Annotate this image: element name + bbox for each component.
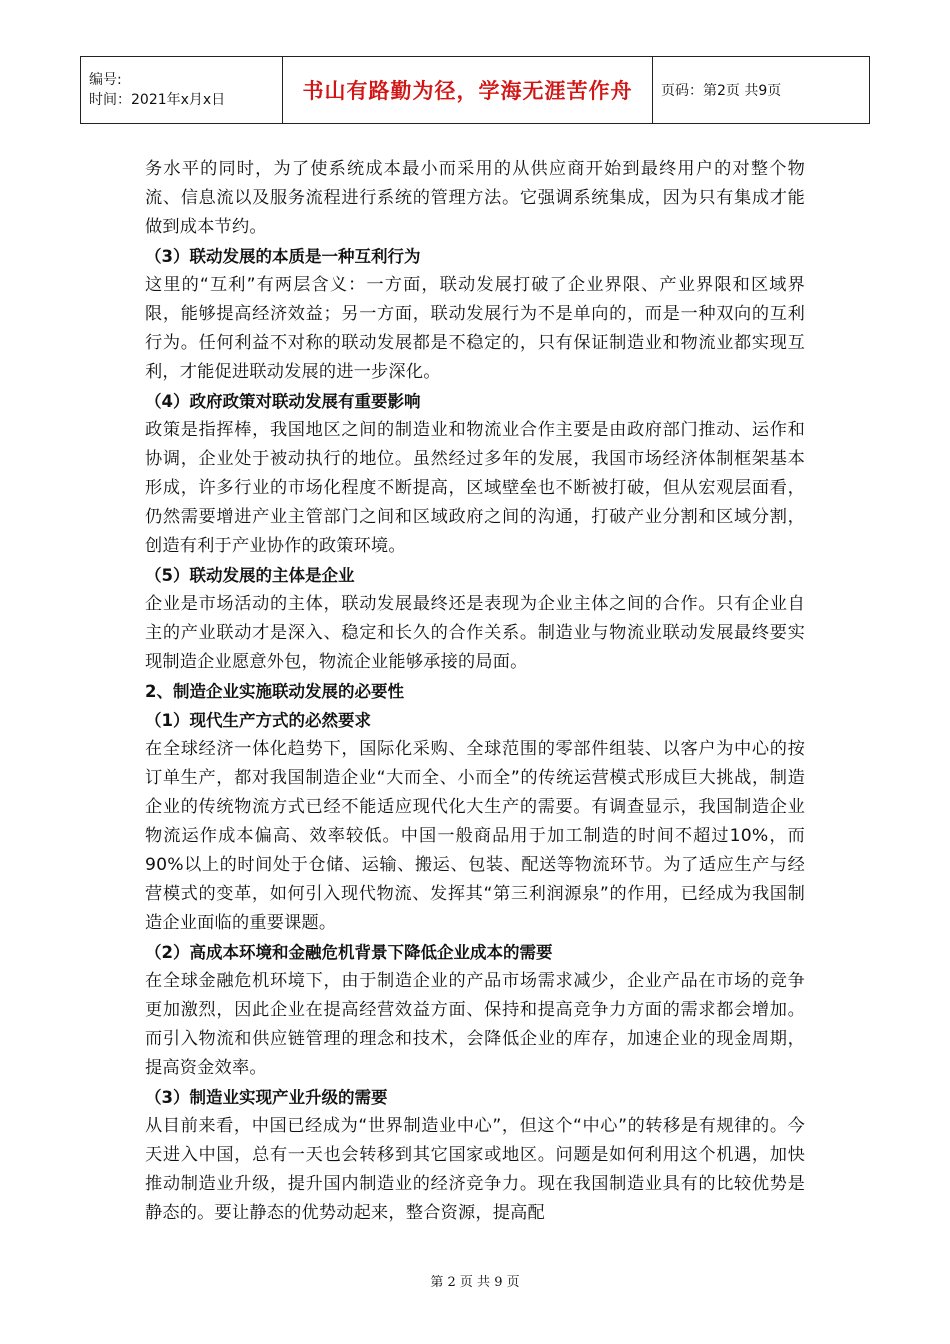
paragraph: 企业是市场活动的主体，联动发展最终还是表现为企业主体之间的合作。只有企业自主的产业联动才是深入、稳定和长久的合作关系。制造业与物流业联动发展最终要实现制造企业愿意外包，物流企业能够承接的局面。 [145,594,805,672]
chapter-heading: 2、制造企业实施联动发展的必要性 [145,682,404,701]
paragraph: 在全球经济一体化趋势下，国际化采购、全球范围的零部件组装、以客户为中心的按订单生产，都对我国制造企业“大而全、小而全”的传统运营模式形成巨大挑战，制造企业的传统物流方式已经不能适应现代化大生产的需要。有调查显示，我国制造企业物流运作成本偏高、效率较低。中国一般商品用于加工制造的时间不超过10%，而90%以上的时间处于仓储、运输、搬运、包装、配送等物流环节。为了适应生产与经营模式的变革，如何引入现代物流、发挥其“第三利润源泉”的作用，已经成为我国制造企业面临的重要课题。 [145,739,805,933]
document-body [145,155,805,1228]
paragraph: 在全球金融危机环境下，由于制造企业的产品市场需求减少，企业产品在市场的竞争更加激烈，因此企业在提高经营效益方面、保持和提高竞争力方面的需求都会增加。而引入物流和供应链管理的理念和技术，会降低企业的库存，加速企业的现金周期，提高资金效率。 [145,971,805,1078]
header-meta-cell [81,57,283,124]
header-table [80,56,870,124]
section-heading: （3）制造业实现产业升级的需要 [145,1088,388,1107]
section-heading: （4）政府政策对联动发展有重要影响 [145,392,421,411]
header-page-info: 页码：第2页 共9页 [653,57,870,124]
section-heading: （1）现代生产方式的必然要求 [145,711,371,730]
paragraph: 这里的“互利”有两层含义：一方面，联动发展打破了企业界限、产业界限和区域界限，能够提高经济效益；另一方面，联动发展行为不是单向的，而是一种双向的互利行为。任何利益不对称的联动发展都是不稳定的，只有保证制造业和物流业都实现互利，才能促进联动发展的进一步深化。 [145,275,805,382]
number-label: 编号: [89,72,122,88]
header-motto: 书山有路勤为径，学海无涯苦作舟 [283,57,653,124]
section-heading: （5）联动发展的主体是企业 [145,566,355,585]
section-heading: （2）高成本环境和金融危机背景下降低企业成本的需要 [145,943,553,962]
page-footer: 第 2 页 共 9 页 [430,1275,520,1290]
paragraph: 从目前来看，中国已经成为“世界制造业中心”，但这个“中心”的转移是有规律的。今天进入中国，总有一天也会转移到其它国家或地区。问题是如何利用这个机遇，加快推动制造业升级，提升国内制造业的经济竞争力。现在我国制造业具有的比较优势是静态的。要让静态的优势动起来，整合资源，提高配 [145,1116,805,1223]
paragraph: 政策是指挥棒，我国地区之间的制造业和物流业合作主要是由政府部门推动、运作和协调，企业处于被动执行的地位。虽然经过多年的发展，我国市场经济体制框架基本形成，许多行业的市场化程度不断提高，区域壁垒也不断被打破，但从宏观层面看，仍然需要增进产业主管部门之间和区域政府之间的沟通，打破产业分割和区域分割，创造有利于产业协作的政策环境。 [145,420,805,556]
paragraph: 务水平的同时，为了使系统成本最小而采用的从供应商开始到最终用户的对整个物流、信息流以及服务流程进行系统的管理方法。它强调系统集成，因为只有集成才能做到成本节约。 [145,159,805,237]
section-heading: （3）联动发展的本质是一种互利行为 [145,247,421,266]
time-label: 时间：2021年x月x日 [89,92,226,108]
